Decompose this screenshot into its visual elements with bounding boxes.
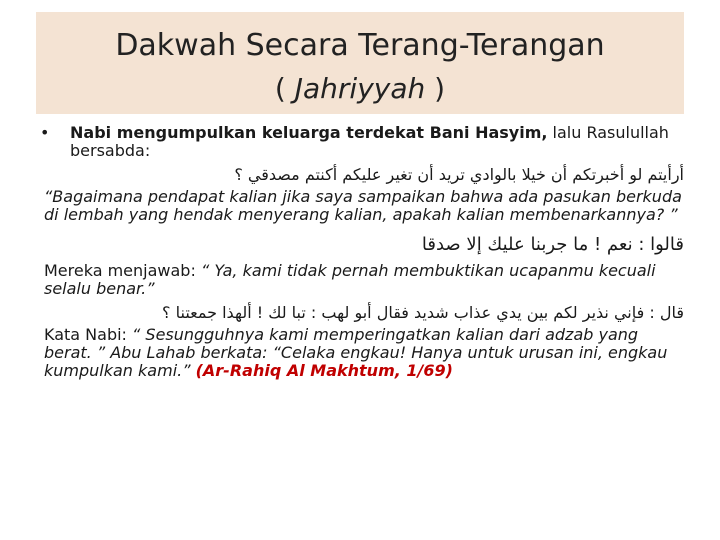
subtitle-jahriyyah: Jahriyyah [294, 72, 426, 105]
bullet-icon: • [40, 123, 50, 142]
slide-title: Dakwah Secara Terang-Terangan [115, 28, 605, 63]
bullet-item [40, 123, 684, 160]
source-citation: (Ar-Rahiq Al Makhtum, 1/69) [195, 361, 453, 380]
mereka-quote: “ Ya, kami tidak pernah membuktikan ucapanmu kecuali selalu benar.” [44, 261, 656, 298]
title-banner [36, 12, 684, 114]
bullet-bold-text: Nabi mengumpulkan keluarga terdekat Bani Hasyim, [70, 123, 548, 142]
subtitle-open-paren: ( [274, 72, 295, 105]
arabic-quote-3: قال : فإني نذير لكم بين يدي عذاب شديد فقال أبو لهب : تبا لك ! ألهذا جمعتنا ؟ [162, 303, 684, 322]
arabic-quote-1: أرأيتم لو أخبرتكم أن خيلا بالوادي تريد أن تغير عليكم أكنتم مصدقي ؟ [234, 165, 684, 184]
translation-1: “Bagaimana pendapat kalian jika saya sampaikan bahwa ada pasukan berkuda di lembah yang hendak menyerang kalian, apakah kalian membenarkannya? ” [44, 187, 682, 224]
subtitle-close-paren: ) [425, 72, 446, 105]
arabic-quote-2: قالوا : نعم ! ما جربنا عليك إلا صدقا [421, 234, 684, 255]
kata-label: Kata Nabi: [44, 325, 133, 344]
mereka-label: Mereka menjawab: [44, 261, 201, 280]
slide-content [40, 123, 684, 380]
kata-quote: “ Sesungguhnya kami memperingatkan kalian dari adzab yang berat. ” Abu Lahab berkata: “Celaka engkau! Hanya untuk urusan ini, engkau kumpulkan kami.” [44, 325, 668, 380]
bullet-rest-text: lalu Rasulullah bersabda: [70, 123, 669, 160]
translation-3 [44, 326, 684, 380]
translation-2 [44, 262, 684, 298]
slide-subtitle [36, 72, 684, 105]
